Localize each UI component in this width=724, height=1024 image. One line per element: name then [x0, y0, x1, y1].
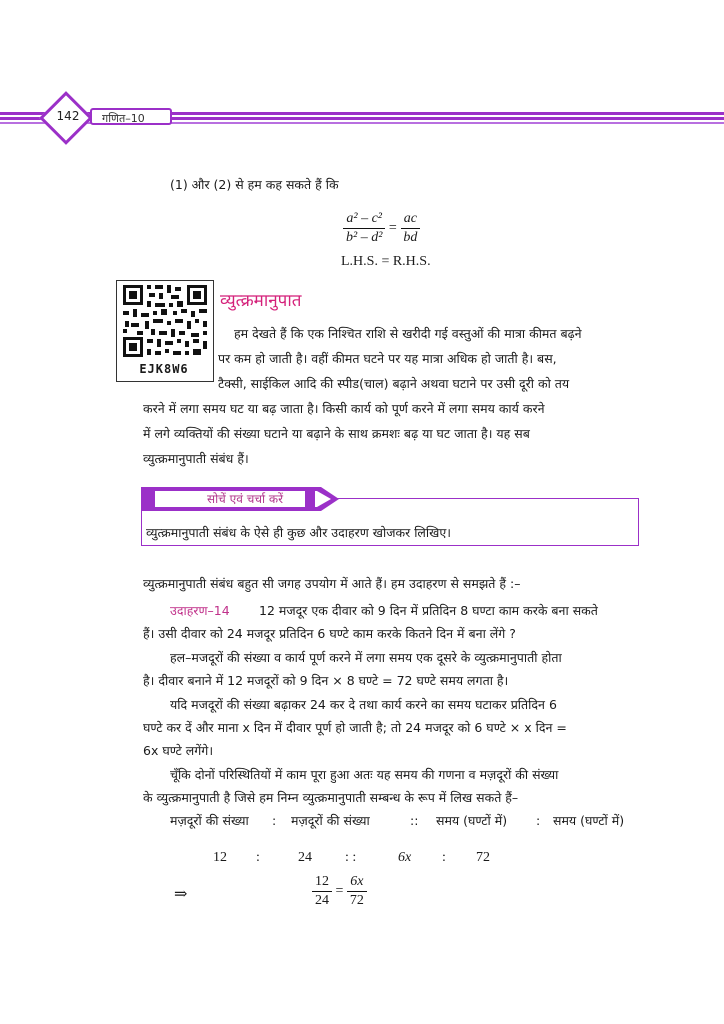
example-line-2: हैं। उसी दीवार को 24 मजदूर प्रतिदिन 6 घण्टे काम करके कितने दिन में बना लेंगे ? — [143, 626, 516, 641]
chapter-label: गणित–10 — [90, 108, 172, 125]
para-line-5: में लगे व्यक्तियों की संख्या घटाने या बढ़ाने के साथ क्रमशः बढ़ या घट जाता है। यह सब — [143, 426, 530, 441]
equation-equals: = — [388, 220, 397, 236]
para-line-1: हम देखते हैं कि एक निश्चित राशि से खरीदी गई वस्तुओं की मात्रा कीमत बढ़ने — [234, 326, 582, 341]
section-title: व्युत्क्रमानुपात — [220, 291, 302, 311]
ratio-value-c: 6x — [398, 850, 412, 865]
solution-line-6: चूँकि दोनों परिस्थितियों में काम पूरा हुआ अतः यह समय की गणना व मज़दूरों की संख्या — [170, 767, 559, 782]
solution-line-3: यदि मजदूरों की संख्या बढ़ाकर 24 कर दे तथा कार्य करने का समय घटाकर प्रतिदिन 6 — [170, 697, 557, 712]
ratio-header-sep-1: : — [272, 813, 277, 828]
para-line-6: व्युत्क्रमानुपाती संबंध हैं। — [143, 451, 249, 466]
solution-line-7: के व्युत्क्रमानुपाती है जिसे हम निम्न व्युत्क्रमानुपाती सम्बन्ध के रूप में लिख सकते हैं– — [143, 790, 519, 805]
ratio-value-b: 24 — [298, 850, 312, 865]
final-left-numerator: 12 — [312, 873, 332, 892]
final-right-numerator: 6x — [347, 873, 366, 892]
ratio-value-sep-3: : — [442, 850, 446, 865]
equation — [343, 210, 420, 247]
ratio-value-sep-2: : : — [345, 850, 357, 865]
para-line-2: पर कम हो जाती है। वहीं कीमत घटने पर यह मात्रा अधिक हो जाती है। बस, — [218, 351, 557, 366]
page-number: 142 — [56, 109, 80, 123]
equation-lhs-numerator: a² – c² — [343, 210, 385, 229]
final-left-denominator: 24 — [315, 893, 329, 908]
ratio-header-d: समय (घण्टों में) — [553, 813, 625, 828]
think-discuss-label: सोचें एवं चर्चा करें — [206, 492, 284, 506]
qr-code-text: EJK8W6 — [139, 362, 189, 376]
solution-line-2: है। दीवार बनाने में 12 मजदूरों को 9 दिन × 8 घण्टे = 72 घण्टे समय लगता है। — [143, 673, 509, 688]
think-discuss-text: व्युत्क्रमानुपाती संबंध के ऐसे ही कुछ और उदाहरण खोजकर लिखिए। — [146, 525, 452, 540]
example-label: उदाहरण–14 — [170, 603, 230, 618]
implies-arrow: ⇒ — [174, 886, 188, 903]
equation-rhs-denominator: bd — [403, 230, 418, 245]
final-equals: = — [335, 883, 344, 899]
para-line-4: करने में लगा समय घट या बढ़ जाता है। किसी कार्य को पूर्ण करने में लगा समय कार्य करने — [143, 401, 545, 416]
ratio-header-sep-2: :: — [410, 813, 419, 828]
example-line-1: 12 मजदूर एक दीवार को 9 दिन में प्रतिदिन 8 घण्टा काम करके बना सकते — [259, 603, 598, 618]
solution-line-1: हल–मजदूरों की संख्या व कार्य पूर्ण करने में लगा समय एक दूसरे के व्युत्क्रमानुपाती होता — [170, 650, 562, 665]
usage-text: व्युत्क्रमानुपाती संबंध बहुत सी जगह उपयोग में आते हैं। हम उदाहरण से समझते हैं :– — [143, 576, 521, 591]
final-equation — [312, 873, 367, 910]
equation-conclusion: L.H.S. = R.H.S. — [341, 254, 431, 269]
ratio-value-a: 12 — [213, 850, 227, 865]
final-right-denominator: 72 — [349, 893, 364, 908]
solution-line-4: घण्टे कर दें और माना x दिन में दीवार पूर्ण हो जाती है; तो 24 मजदूर को 6 घण्टे × x दिन = — [143, 720, 567, 735]
ratio-value-d: 72 — [476, 850, 490, 865]
equation-lhs-denominator: b² – d² — [346, 230, 383, 245]
ratio-header-sep-3: : — [536, 813, 541, 828]
intro-text: (1) और (2) से हम कह सकते हैं कि — [170, 177, 339, 192]
ratio-value-sep-1: : — [256, 850, 260, 865]
para-line-3: टैक्सी, साईकिल आदि की स्पीड(चाल) बढ़ाने अथवा घटाने पर उसी दूरी को तय — [218, 376, 570, 391]
ratio-header-c: समय (घण्टों में) — [436, 813, 508, 828]
equation-rhs-numerator: ac — [401, 210, 420, 229]
ratio-header-a: मज़दूरों की संख्या — [170, 813, 249, 828]
solution-line-5: 6x घण्टे लगेंगे। — [143, 743, 214, 758]
ratio-header-b: मज़दूरों की संख्या — [291, 813, 370, 828]
